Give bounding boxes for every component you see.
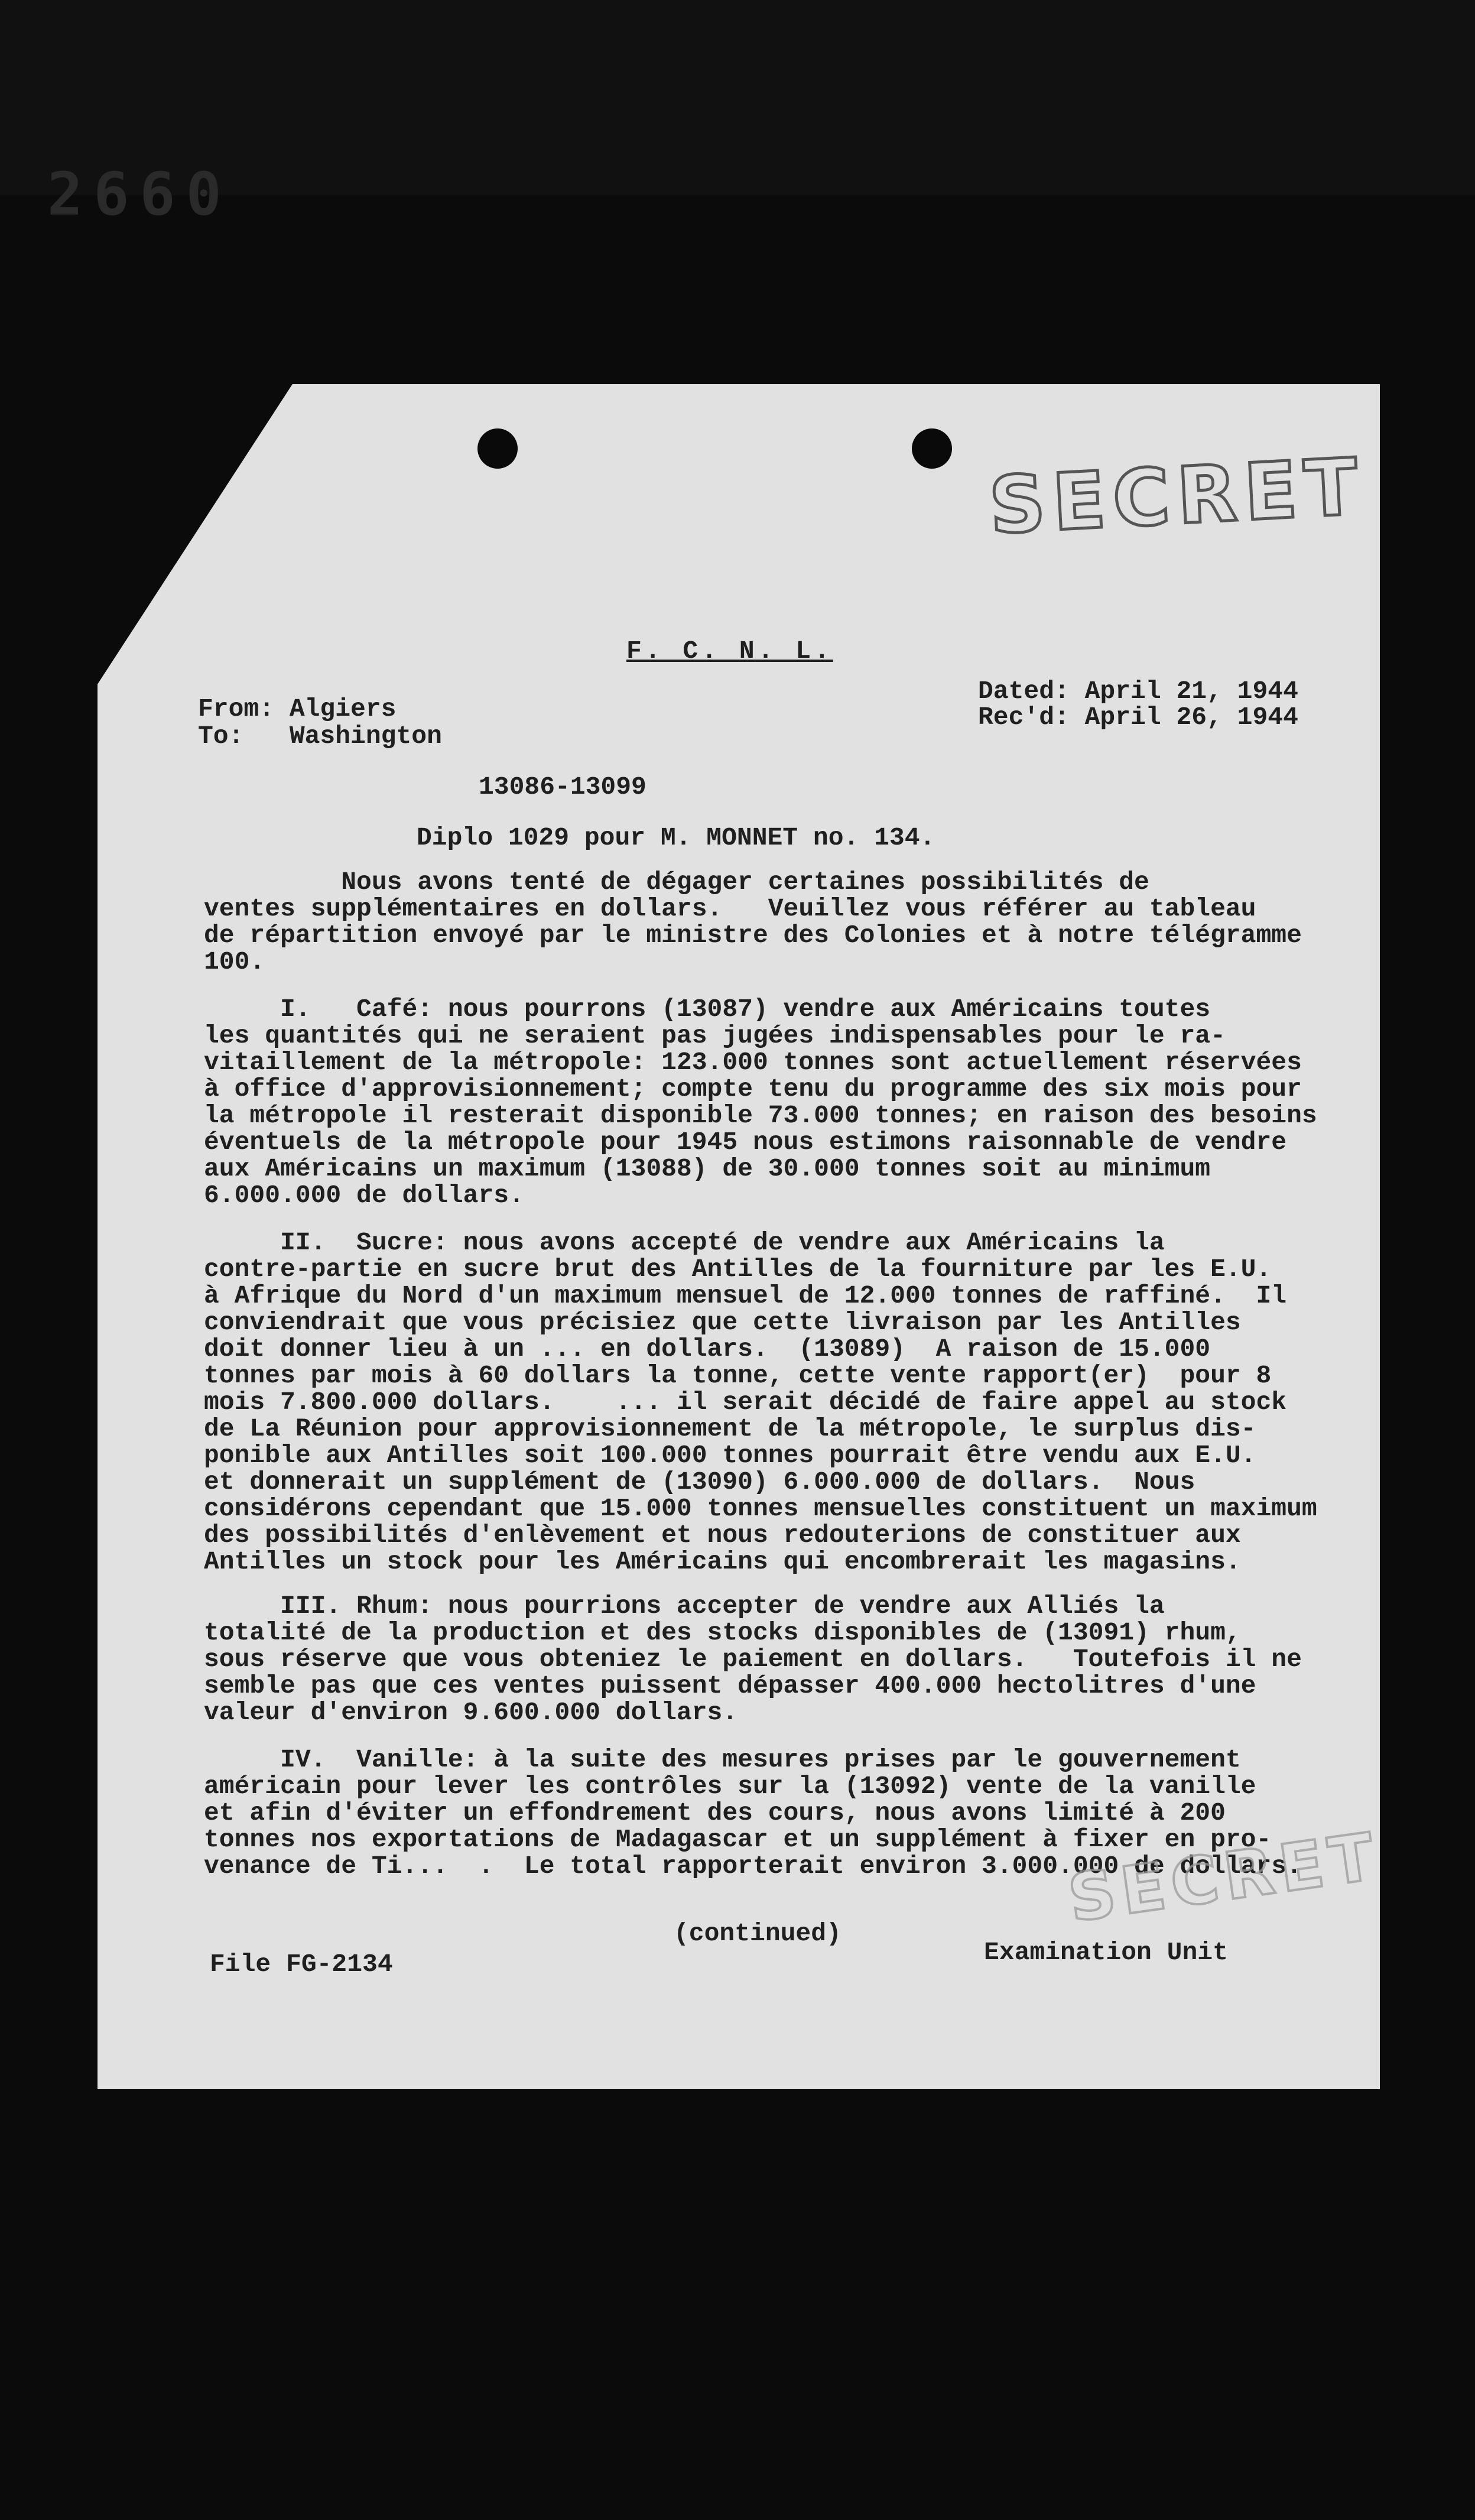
received-line: Rec'd: April 26, 1944 (978, 703, 1298, 732)
secret-stamp-faded: SECRET (1064, 1818, 1385, 1937)
punch-hole-left (477, 428, 518, 469)
from-line: From: Algiers (198, 694, 397, 723)
organization-title: F. C. N. L. (626, 637, 833, 665)
paragraph-intro: Nous avons tenté de dégager certaines possibilités de ventes supplémentaires en dollars. Veuillez vous référer au tableau de répartition envoyé par le ministre des Colonies et à notre télégramme 100. (204, 868, 1302, 976)
examination-unit: Examination Unit (984, 1938, 1228, 1967)
serial-numbers: 13086-13099 (479, 772, 646, 801)
subject-line: Diplo 1029 pour M. MONNET no. 134. (417, 823, 935, 852)
dated-line: Dated: April 21, 1944 (978, 677, 1298, 706)
film-frame-number: 2660 (47, 160, 232, 229)
paragraph-vanille: IV. Vanille: à la suite des mesures prises par le gouvernement américain pour lever les contrôles sur la (13092) vente de la vanille et afin d'éviter un effondrement des cours, nous avons limité à 200 tonnes nos exportations de Madagascar et un supplément à fixer en pro- venance de Ti... . Le total rapporterait environ 3.000.000 de dollars. (204, 1745, 1302, 1881)
paragraph-sucre: II. Sucre: nous avons accepté de vendre aux Américains la contre-partie en sucre brut des Antilles de la fourniture par les E.U. à Afrique du Nord d'un maximum mensuel de 12.000 tonnes de raffiné. Il conviendrait que vous précisiez que cette livraison par les Antilles doit donner lieu à un ... en dollars. (13089) A raison de 15.000 tonnes par mois à 60 dollars la tonne, cette vente rapport(er) pour 8 mois 7.800.000 dollars. ... il serait décidé de faire appel au stock de La Réunion pour approvisionnement de la métropole, le surplus dis- ponible aux Antilles soit 100.000 tonnes pourrait être vendu aux E.U. et donnerait un supplément de (13090) 6.000.000 de dollars. Nous considérons cependant que 15.000 tonnes mensuelles constituent un maximum des possibilités d'enlèvement et nous redouterions de constituer aux Antilles un stock pour les Américains qui encombrerait les magasins. (204, 1228, 1317, 1576)
file-reference: File FG-2134 (210, 1950, 393, 1979)
punch-hole-right (912, 428, 952, 469)
secret-stamp: SECRET (987, 441, 1367, 552)
film-edge (0, 0, 1475, 229)
to-line: To: Washington (198, 722, 442, 751)
paragraph-cafe: I. Café: nous pourrons (13087) vendre aux Américains toutes les quantités qui ne seraient pas jugées indispensables pour le ra- vitaillement de la métropole: 123.000 tonnes sont actuellement réservées à office d'approvisionnement; compte tenu du programme des six mois pour la métropole il resterait disponible 73.000 tonnes; en raison des besoins éventuels de la métropole pour 1945 nous estimons raisonnable de vendre aux Américains un maximum (13088) de 30.000 tonnes soit au minimum 6.000.000 de dollars. (204, 995, 1317, 1210)
paragraph-rhum: III. Rhum: nous pourrions accepter de vendre aux Alliés la totalité de la production et des stocks disponibles de (13091) rhum, sous réserve que vous obteniez le paiement en dollars. Toutefois il ne semble pas que ces ventes puissent dépasser 400.000 hectolitres d'une valeur d'environ 9.600.000 dollars. (204, 1592, 1302, 1727)
continued-note: (continued) (674, 1919, 842, 1948)
